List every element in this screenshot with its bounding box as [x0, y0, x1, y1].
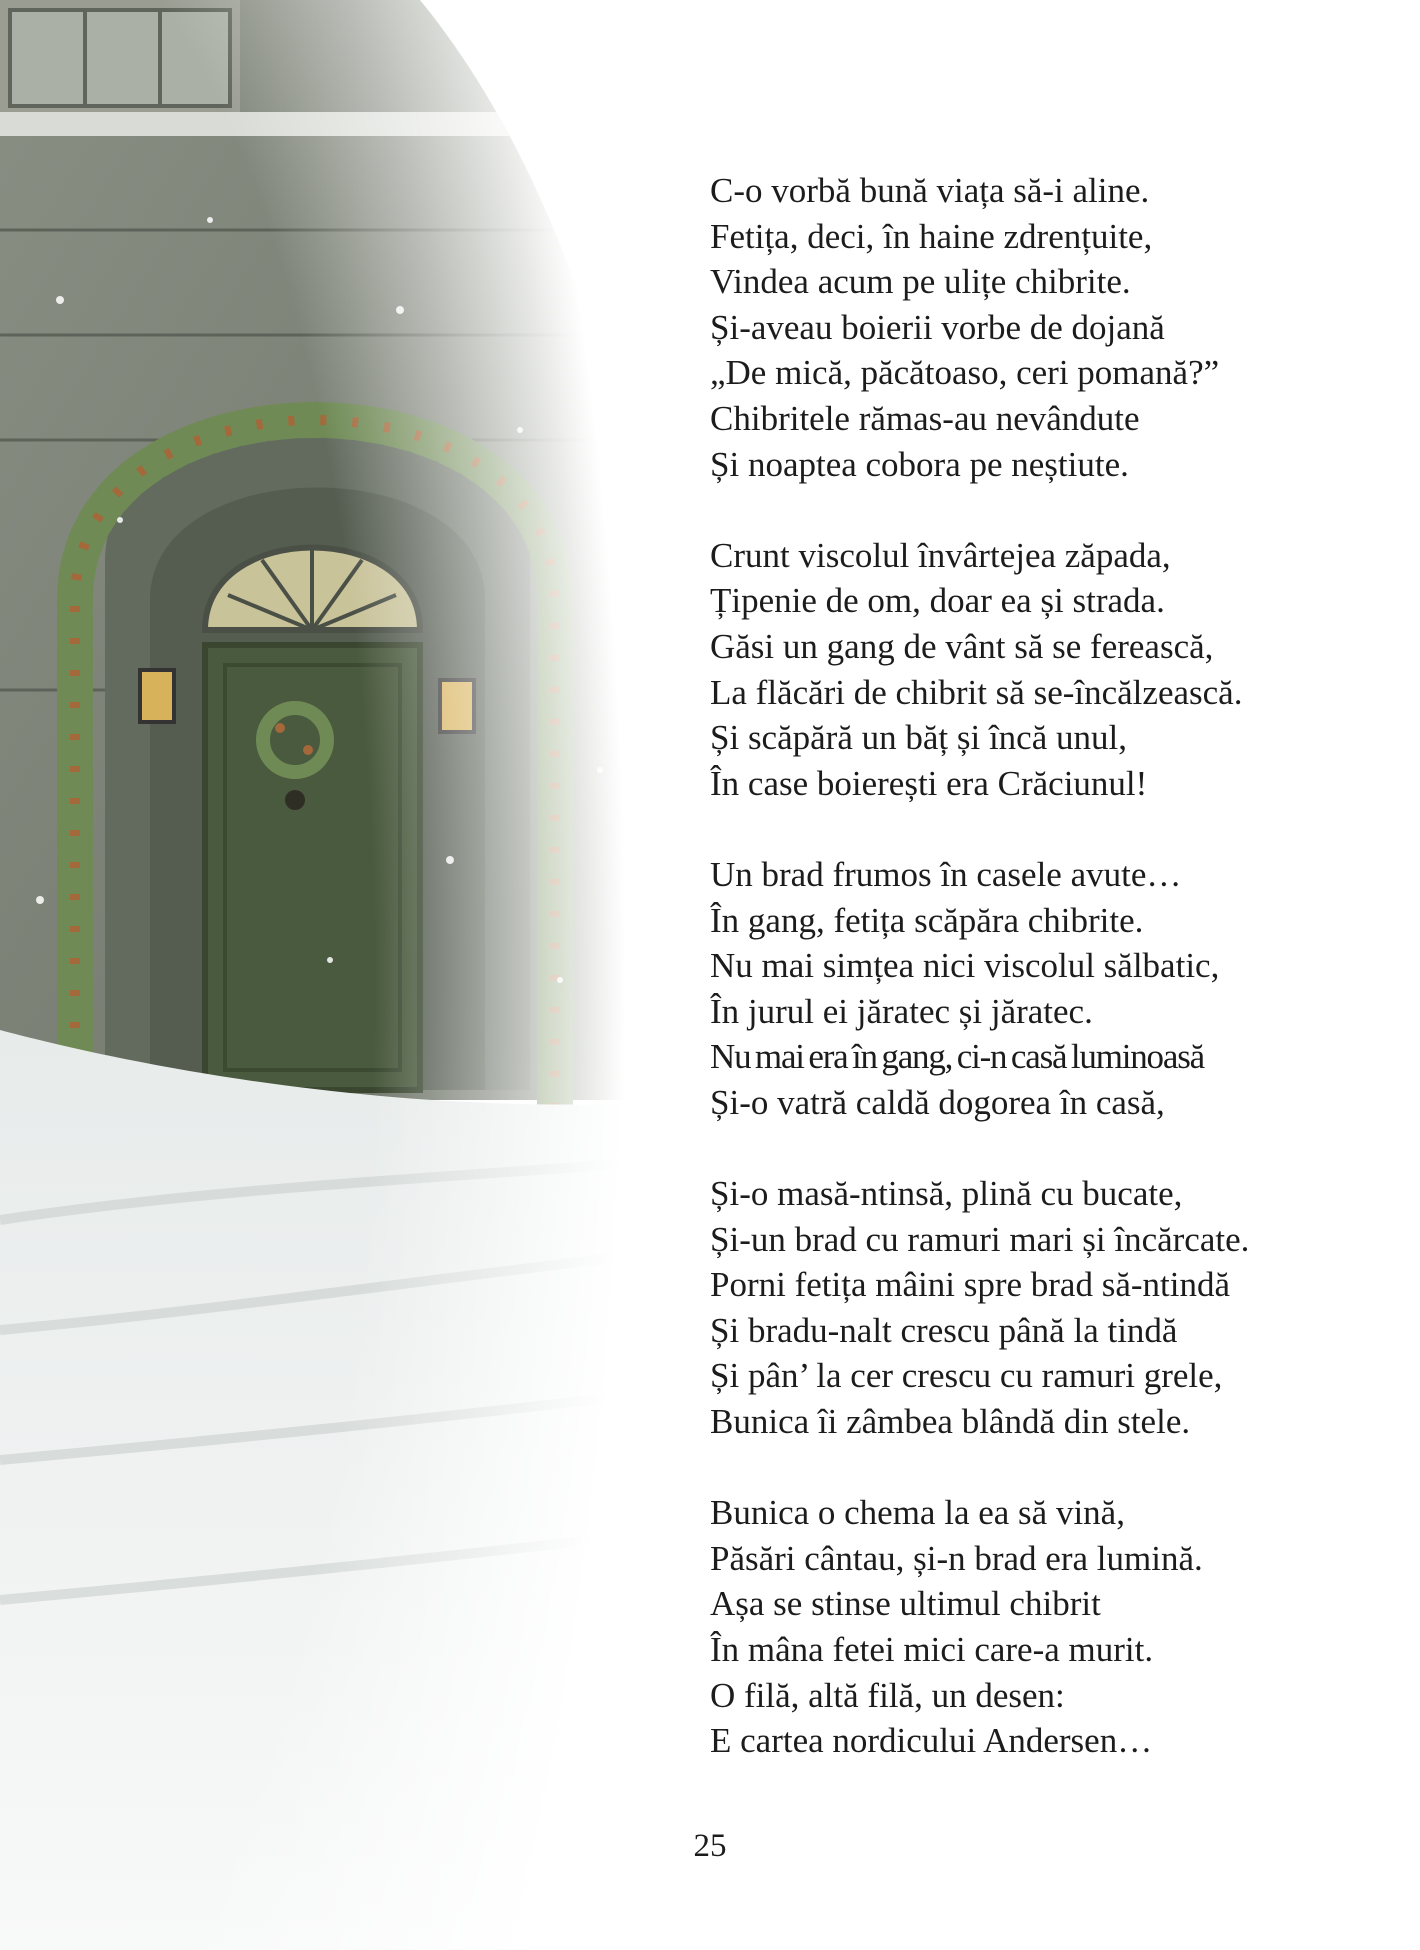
poem-line: Fetița, deci, în haine zdrențuite,	[710, 216, 1153, 256]
poem-line: În mâna fetei mici care-a murit.	[710, 1630, 1154, 1669]
poem-line: Chibritele rămas-au nevândute	[710, 398, 1140, 438]
poem-line: Așa se stinse ultimul chibrit	[710, 1584, 1101, 1624]
poem-line: Și-un brad cu ramuri mari și încărcate.	[710, 1219, 1250, 1259]
poem-line: Un brad frumos în casele avute…	[710, 854, 1182, 894]
poem-line: Și-o masă-ntinsă, plină cu bucate,	[710, 1174, 1183, 1214]
page-number: 25	[693, 1828, 727, 1864]
poem-line: Nu mai simțea nici viscolul sălbatic,	[710, 946, 1220, 986]
stanza	[710, 852, 1350, 1126]
poem-line: Vindea acum pe ulițe chibrite.	[710, 262, 1131, 302]
poem-line: Bunica îi zâmbea blândă din stele.	[710, 1402, 1191, 1442]
snowy-doorway-icon	[0, 0, 680, 1950]
poem-line: Și-o vatră caldă dogorea în casă,	[710, 1082, 1165, 1122]
poem-line: „De mică, păcătoaso, ceri pomană?”	[710, 353, 1220, 393]
stanza	[710, 168, 1350, 487]
poem-line: Și bradu-nalt crescu până la tindă	[710, 1310, 1178, 1350]
poem-line: La flăcări de chibrit să se-încălzească.	[710, 672, 1243, 712]
stanza	[710, 1490, 1350, 1764]
poem-line: Găsi un gang de vânt să se ferească,	[710, 626, 1214, 666]
poem-line: Și pân’ la cer crescu cu ramuri grele,	[710, 1356, 1223, 1396]
poem-line: Păsări cântau, și-n brad era lumină.	[710, 1538, 1203, 1578]
poem-line: C-o vorbă bună viața să-i aline.	[710, 171, 1150, 210]
poem-line: Și noaptea cobora pe neștiute.	[710, 444, 1129, 484]
poem-line: Porni fetița mâini spre brad să-ntindă	[710, 1265, 1230, 1305]
poem-line: În jurul ei jăratec și jăratec.	[710, 991, 1093, 1031]
poem-line: Bunica o chema la ea să vină,	[710, 1493, 1125, 1533]
poem-line: O filă, altă filă, un desen:	[710, 1675, 1065, 1715]
stanza	[710, 1171, 1350, 1445]
stanza	[710, 533, 1350, 807]
poem-line: Și-aveau boierii vorbe de dojană	[710, 307, 1165, 347]
poem-line: În case boierești era Crăciunul!	[710, 763, 1148, 803]
poem-line: În gang, fetița scăpăra chibrite.	[710, 900, 1144, 940]
poem-line: E cartea nordicului Andersen…	[710, 1721, 1153, 1761]
poem-line: Țipenie de om, doar ea și strada.	[710, 581, 1165, 621]
poem	[710, 168, 1350, 1764]
winter-doorway-illustration	[0, 0, 680, 1950]
poem-line: Nu mai era în gang, ci-n casă luminoasă	[710, 1037, 1204, 1077]
poem-line: Crunt viscolul învârtejea zăpada,	[710, 535, 1171, 575]
poem-line: Și scăpără un băț și încă unul,	[710, 718, 1127, 758]
